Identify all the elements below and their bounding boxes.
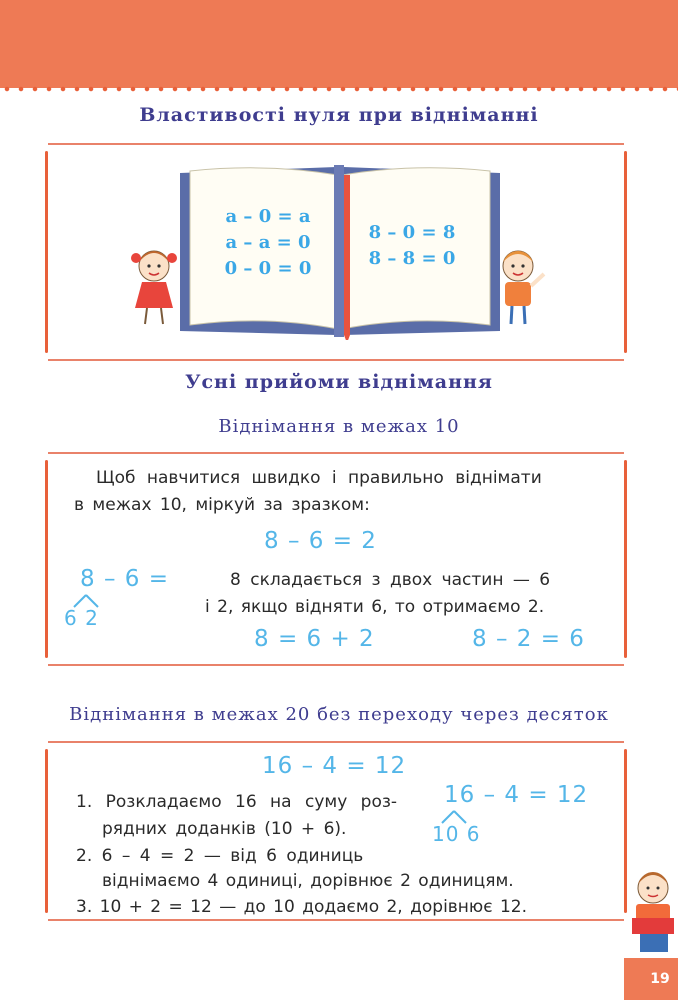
example-within-20: 16 – 4 = 12: [262, 753, 407, 779]
result-subtraction: 8 – 2 = 6: [472, 626, 585, 652]
split-parts-20: 10 6: [432, 822, 481, 846]
step-1-line-1: 1. Розкладаємо 16 на суму роз-: [76, 792, 398, 812]
zero-rule-left-2: a – a = 0: [225, 232, 311, 253]
split-parts-10: 6 2: [64, 606, 99, 630]
explain-line-1: 8 складається з двох частин — 6: [230, 570, 551, 590]
section-title-zero-properties: Властивості нуля при відніманні: [139, 104, 539, 126]
dotted-border: [0, 86, 678, 92]
step-2-line-2: віднімаємо 4 одиниці, дорівнює 2 одиницям.: [102, 871, 514, 891]
example-within-20-right: 16 – 4 = 12: [444, 782, 589, 808]
zero-rule-left-1: a – 0 = a: [225, 206, 311, 227]
step-3-line-1: 3. 10 + 2 = 12 — до 10 додаємо 2, дорівнює 12.: [76, 897, 528, 917]
step-1-line-2: рядних доданків (10 + 6).: [102, 819, 347, 839]
reading-child-illustration: [628, 860, 678, 960]
zero-rule-left-3: 0 – 0 = 0: [224, 258, 312, 279]
girl-illustration: [127, 236, 181, 328]
section-title-oral-methods: Усні прийоми віднімання: [185, 371, 493, 393]
intro-line-2: в межах 10, міркуй за зразком:: [74, 495, 370, 515]
example-within-10: 8 – 6 = 2: [264, 528, 377, 554]
result-decomposition: 8 = 6 + 2: [254, 626, 375, 652]
intro-line-1: Щоб навчитися швидко і правильно віднімати: [96, 468, 542, 488]
page-number: 19: [624, 958, 678, 1000]
example-lhs: 8 – 6 =: [80, 566, 169, 592]
subtitle-within-20: Віднімання в межах 20 без переходу через десяток: [69, 704, 609, 725]
subtitle-within-10: Віднімання в межах 10: [218, 416, 460, 437]
zero-rule-right-2: 8 – 8 = 0: [368, 248, 456, 269]
header-band: [0, 0, 678, 88]
step-2-line-1: 2. 6 – 4 = 2 — від 6 одиниць: [76, 846, 364, 866]
explain-line-2: і 2, якщо відняти 6, то отримаємо 2.: [205, 597, 545, 617]
zero-rule-right-1: 8 – 0 = 8: [368, 222, 456, 243]
